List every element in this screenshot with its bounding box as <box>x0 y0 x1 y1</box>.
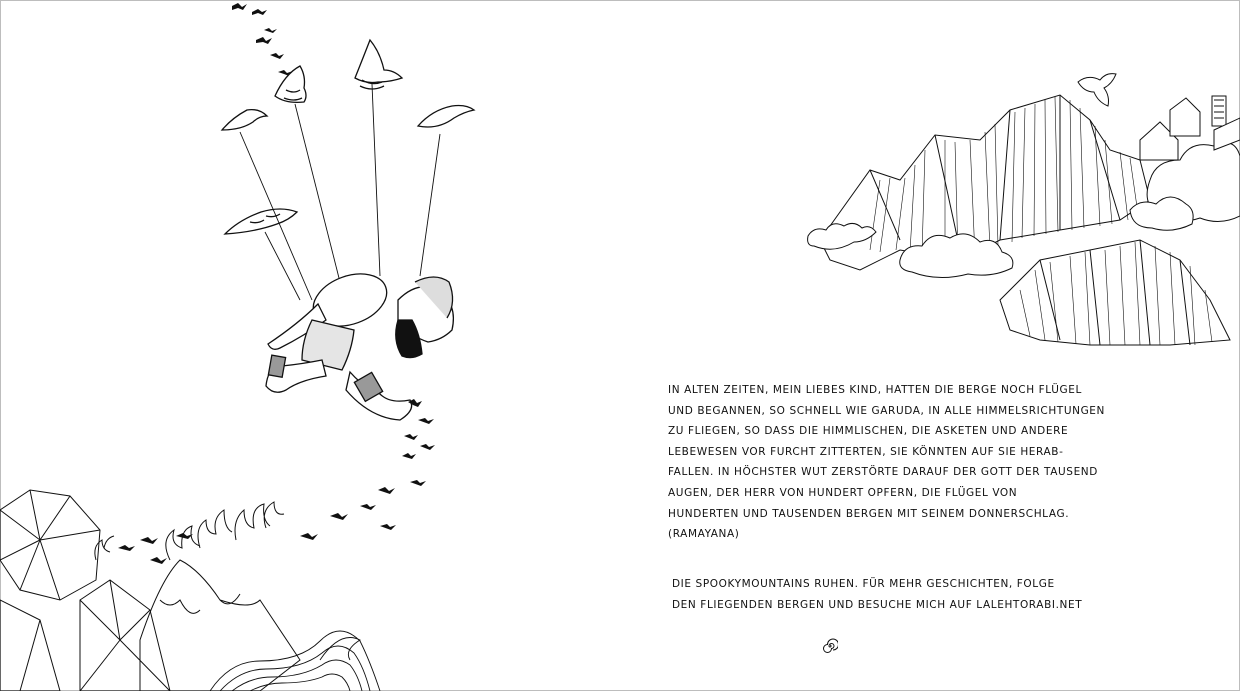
story-line: ZU FLIEGEN, SO DASS DIE HIMMLISCHEN, DIE ASKETEN UND ANDERE <box>668 425 1069 438</box>
story-line: HUNDERTEN UND TAUSENDEN BERGEN MIT SEINEM DONNERSCHLAG. <box>668 507 1070 520</box>
footer-note <box>672 574 1082 615</box>
footer-line-2: DEN FLIEGENDEN BERGEN UND BESUCHE MICH AUF LALEHTORABI.NET <box>672 598 1083 611</box>
footer-line-1: DIE SPOOKYMOUNTAINS RUHEN. FÜR MEHR GESCHICHTEN, FOLGE <box>672 578 1055 590</box>
burning-volcanoes <box>95 502 300 691</box>
story-line: UND BEGANNEN, SO SCHNELL WIE GARUDA, IN ALLE HIMMELSRICHTUNGEN <box>668 404 1105 417</box>
story-line: FALLEN. IN HÖCHSTER WUT ZERSTÖRTE DARAUF DER GOTT DER TAUSEND <box>668 466 1098 479</box>
story-line: IN ALTEN ZEITEN, MEIN LIEBES KIND, HATTEN DIE BERGE NOCH FLÜGEL <box>668 384 1082 396</box>
story-text <box>668 380 1105 545</box>
spiral-icon <box>822 638 838 654</box>
strings <box>240 84 440 300</box>
story-citation: (RAMAYANA) <box>668 528 740 541</box>
bat-swarm-top <box>232 3 293 76</box>
crystal-mountains <box>0 490 170 691</box>
bat-swarm-middle <box>118 399 435 564</box>
waves <box>210 631 380 691</box>
bird-top-right <box>1078 74 1116 106</box>
story-line: LEBEWESEN VOR FURCHT ZITTERTEN, SIE KÖNNTEN AUF SIE HERAB- <box>668 445 1064 458</box>
flying-birds <box>222 40 474 234</box>
story-line: AUGEN, DER HERR VON HUNDERT OPFERN, DIE FLÜGEL VON <box>668 486 1018 499</box>
